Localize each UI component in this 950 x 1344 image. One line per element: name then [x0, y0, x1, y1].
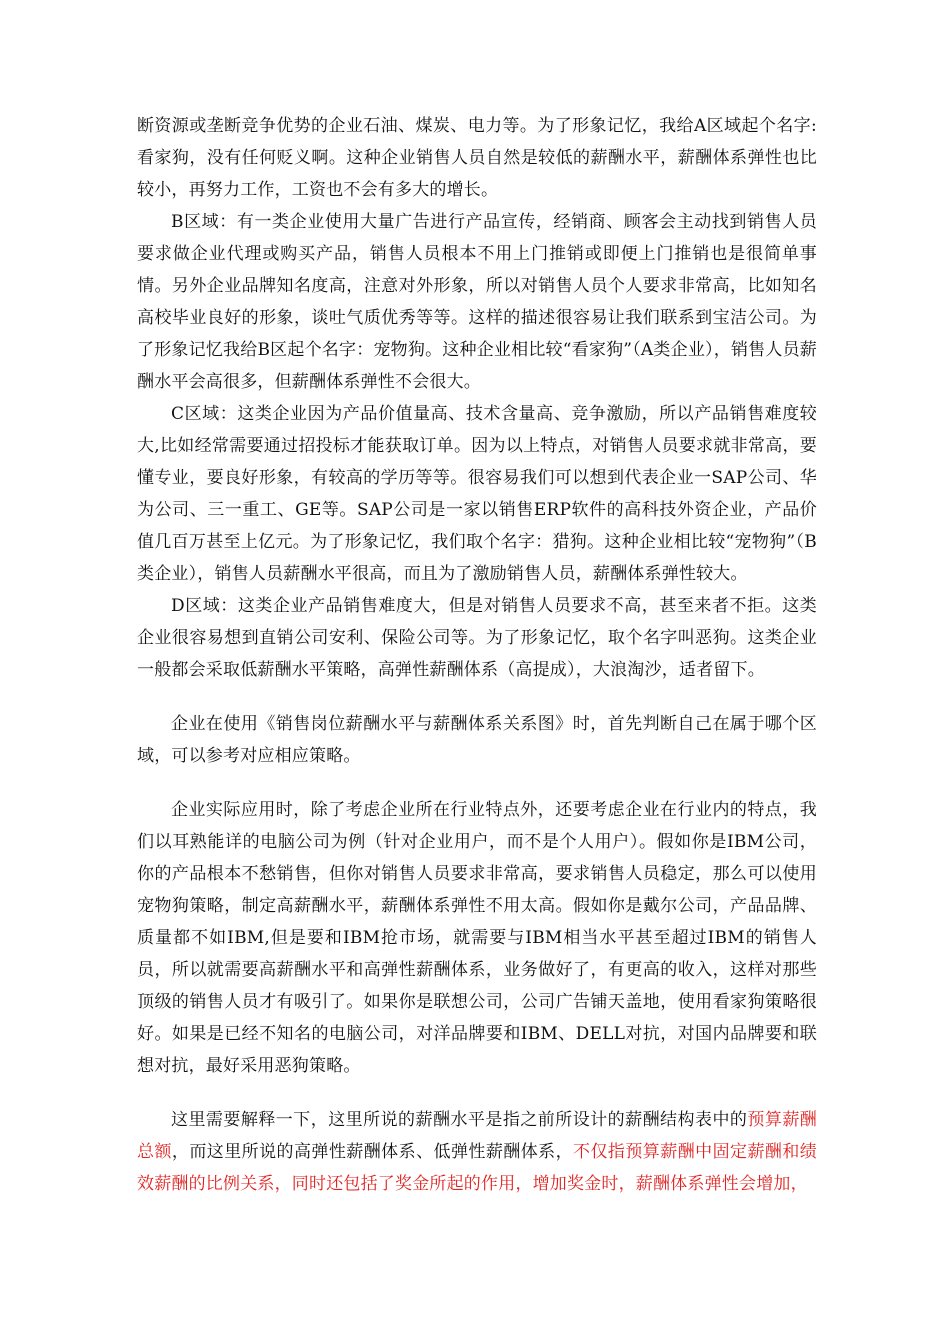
paragraph-application: 企业实际应用时，除了考虑企业所在行业特点外，还要考虑企业在行业内的特点，我们以耳熟能详的电脑公司为例（针对企业用户，而不是个人用户）。假如你是IBM公司，你的产品根本不愁销售，但你对销售人员要求非常高，要求销售人员稳定，那么可以使用宠物狗策略，制定高薪酬水平，薪酬体系弹性不用太高。假如你是戴尔公司，产品品牌、质量都不如IBM,但是要和IBM抢市场，就需要与IBM相当水平甚至超过IBM的销售人员，所以就需要高薪酬水平和高弹性薪酬体系，业务做好了，有更高的收入，这样对那些顶级的销售人员才有吸引了。如果你是联想公司，公司广告铺天盖地，使用看家狗策略很好。如果是已经不知名的电脑公司，对洋品牌要和IBM、DELL对抗，对国内品牌要和联想对抗，最好采用恶狗策略。	[137, 800, 817, 1076]
paragraph-usage: 企业在使用《销售岗位薪酬水平与薪酬体系关系图》时，首先判断自己在属于哪个区域，可以参考对应相应策略。	[137, 714, 817, 766]
paragraph-spacer	[137, 686, 817, 708]
paragraph-spacer	[137, 772, 817, 794]
highlight-budget-total: 预算薪酬总额	[137, 1110, 817, 1162]
paragraph-area-d: D区域：这类企业产品销售难度大，但是对销售人员要求不高，甚至来者不拒。这类企业很容易想到直销公司安利、保险公司等。为了形象记忆，取个名字叫恶狗。这类企业一般都会采取低薪酬水平策略，高弹性薪酬体系（高提成），大浪淘沙，适者留下。	[137, 596, 817, 680]
paragraph-area-c: C区域：这类企业因为产品价值量高、技术含量高、竞争激励，所以产品销售难度较大,比如经常需要通过招投标才能获取订单。因为以上特点，对销售人员要求就非常高，要懂专业，要良好形象，有较高的学历等等。很容易我们可以想到代表企业一SAP公司、华为公司、三一重工、GE等。SAP公司是一家以销售ERP软件的高科技外资企业，产品价值几百万甚至上亿元。为了形象记忆，我们取个名字：猎狗。这种企业相比较“宠物狗”（B类企业），销售人员薪酬水平很高，而且为了激励销售人员，薪酬体系弹性较大。	[137, 404, 817, 584]
explanation-text: ，而这里所说的高弹性薪酬体系、低弹性薪酬体系，	[171, 1142, 574, 1162]
paragraph-area-b: B区域：有一类企业使用大量广告进行产品宣传，经销商、顾客会主动找到销售人员要求做企业代理或购买产品，销售人员根本不用上门推销或即便上门推销也是很简单事情。另外企业品牌知名度高，注意对外形象，所以对销售人员个人要求非常高，比如知名高校毕业良好的形象，谈吐气质优秀等等。这样的描述很容易让我们联系到宝洁公司。为了形象记忆我给B区起个名字：宠物狗。这种企业相比较“看家狗”（A类企业），销售人员薪酬水平会高很多，但薪酬体系弹性不会很大。	[137, 212, 817, 392]
paragraph-explanation	[137, 1104, 817, 1200]
paragraph-spacer	[137, 1082, 817, 1104]
explanation-text: 这里需要解释一下，这里所说的薪酬水平是指之前所设计的薪酬结构表中的	[171, 1110, 748, 1130]
document-body	[137, 110, 817, 1200]
highlight-elasticity-note: 不仅指预算薪酬中固定薪酬和绩效薪酬的比例关系，同时还包括了奖金所起的作用，增加奖金时，薪酬体系弹性会增加，	[137, 1142, 817, 1194]
paragraph-area-a-tail: 断资源或垄断竞争优势的企业石油、煤炭、电力等。为了形象记忆，我给A区域起个名字:看家狗，没有任何贬义啊。这种企业销售人员自然是较低的薪酬水平，薪酬体系弹性也比较小，再努力工作，工资也不会有多大的增长。	[137, 116, 817, 200]
